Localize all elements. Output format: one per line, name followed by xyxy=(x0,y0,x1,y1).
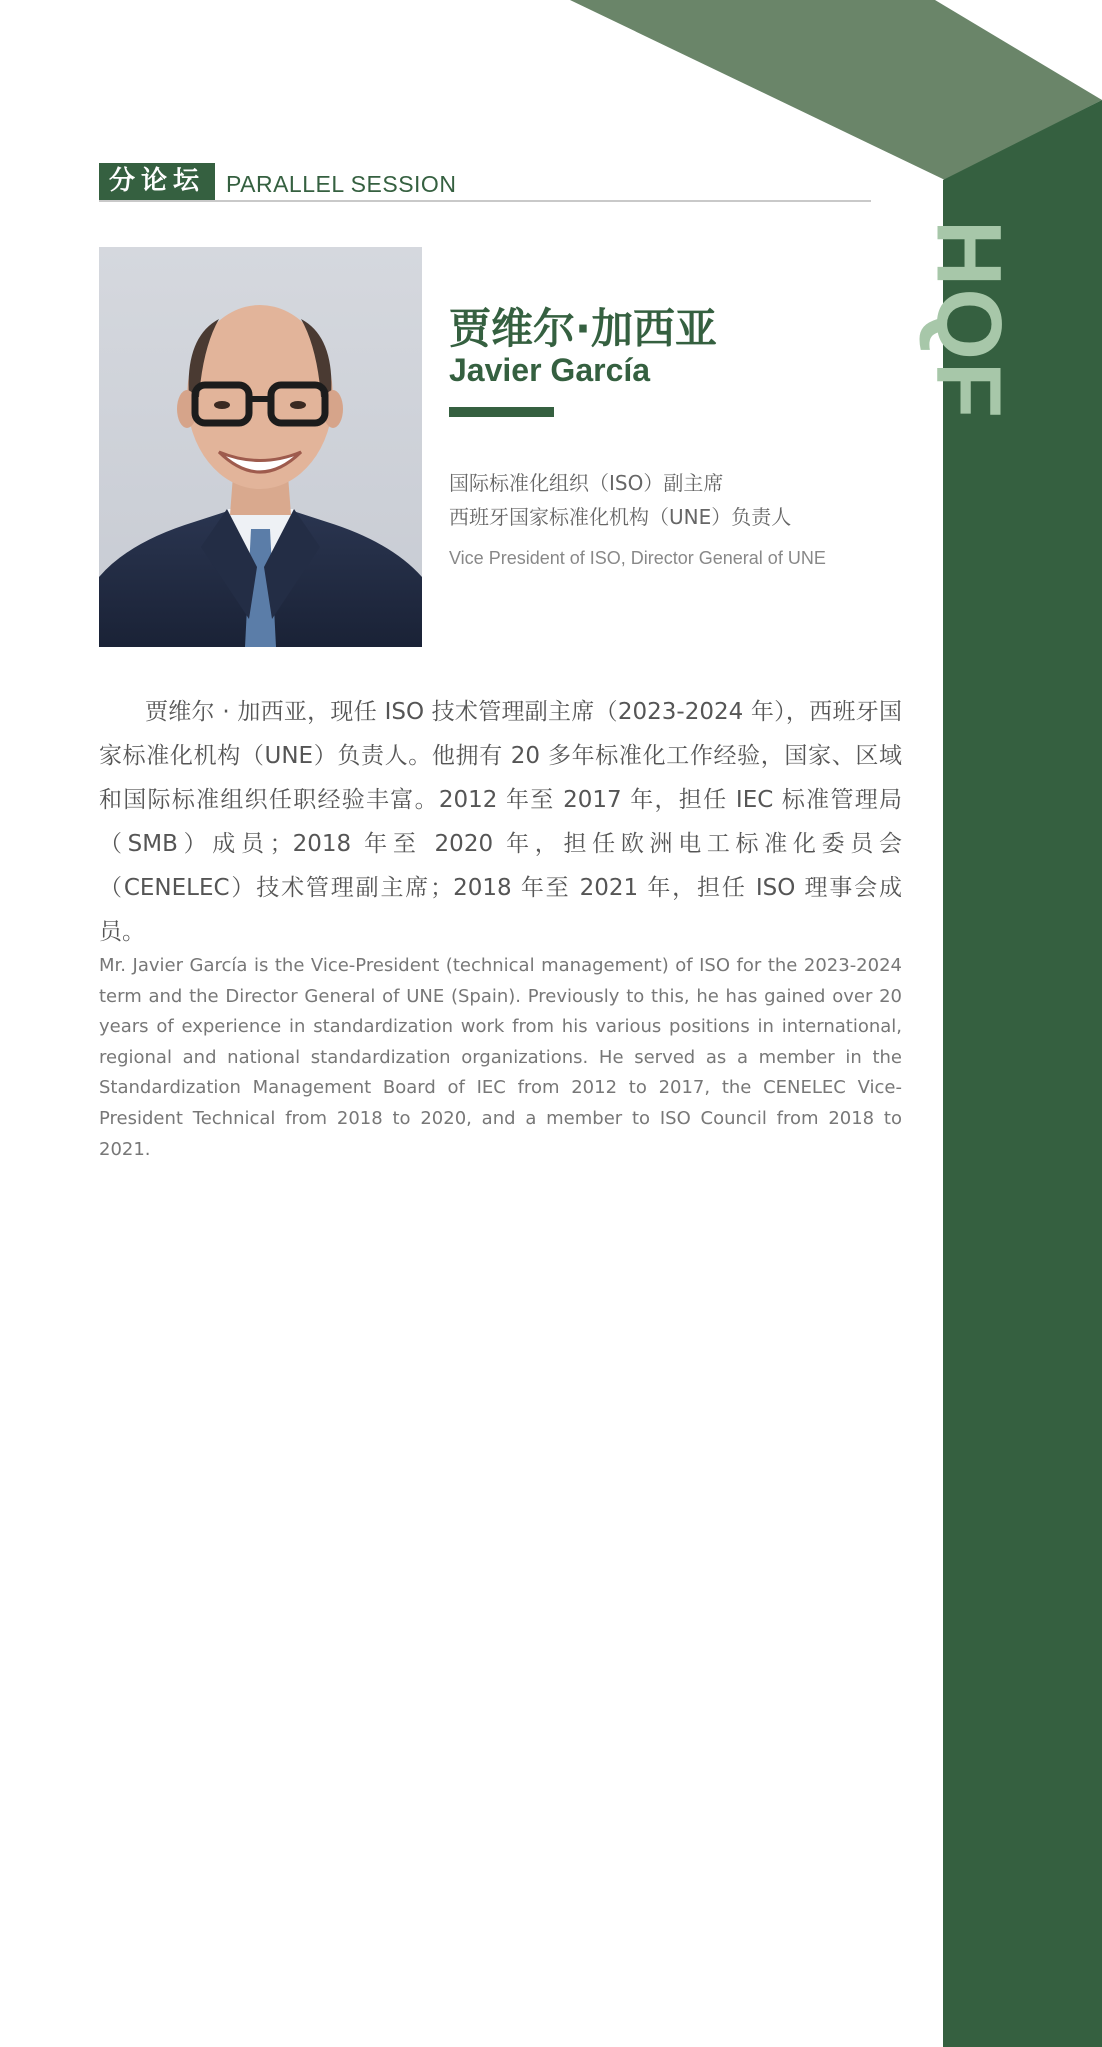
speaker-title-cn-line2: 西班牙国家标准化机构（UNE）负责人 xyxy=(449,505,792,529)
session-divider xyxy=(99,200,871,202)
speaker-title-cn xyxy=(449,466,791,534)
speaker-title-cn-line1: 国际标准化组织（ISO）副主席 xyxy=(449,471,724,495)
speaker-bio-en: Mr. Javier García is the Vice-President (technical management) of ISO for the 2023-2024 term and the Director General of UNE (Spain). Previously to this, he has gained over 20 years of experience in standardization work from his various positions in international, regional and national standardization organizations. He served as a member in the Standardization Management Board of IEC from 2012 to 2017, the CENELEC Vice-President Technical from 2018 to 2020, and a member to ISO Council from 2018 to 2021. xyxy=(99,955,902,1160)
name-underline xyxy=(449,407,554,417)
speaker-name-cn: 贾维尔·加西亚 xyxy=(449,304,717,353)
session-label-en: PARALLEL SESSION xyxy=(226,171,457,197)
speaker-name-en: Javier García xyxy=(449,352,651,388)
hqf-vertical-mark: HQF xyxy=(917,219,1020,421)
session-label-cn: 分论坛 xyxy=(99,163,215,200)
speaker-title-en: Vice President of ISO, Director General of UNE xyxy=(449,548,826,568)
speaker-photo xyxy=(99,247,422,647)
portrait-illustration xyxy=(99,247,422,647)
session-header xyxy=(99,162,871,202)
speaker-bio-cn: 贾维尔 · 加西亚，现任 ISO 技术管理副主席（2023-2024 年），西班牙国家标准化机构（UNE）负责人。他拥有 20 多年标准化工作经验，国家、区域和国际标准组织任职经验丰富。2012 年至 2017 年，担任 IEC 标准管理局（SMB）成员；2018 年至 2020 年，担任欧洲电工标准化委员会（CENELEC）技术管理副主席；2018 年至 2021 年，担任 ISO 理事会成员。 xyxy=(99,699,902,945)
